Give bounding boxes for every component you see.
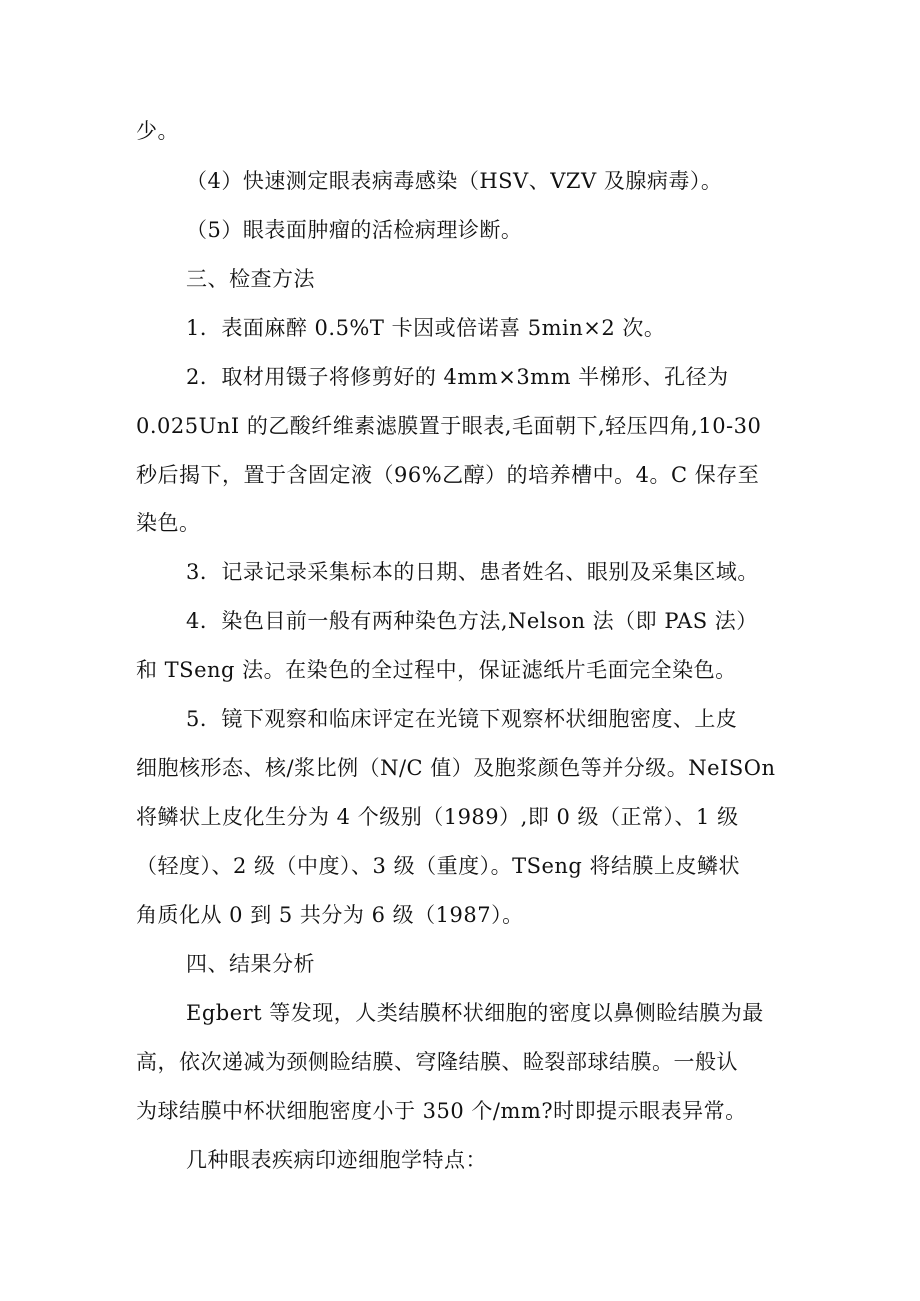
step-3: 3．记录记录采集标本的日期、患者姓名、眼别及采集区域。: [186, 560, 759, 584]
step-4: 4．染色目前一般有两种染色方法,Nelson 法（即 PAS 法）: [186, 609, 758, 633]
text-line: 少。: [136, 119, 179, 143]
text-line: 0.025UnI 的乙酸纤维素滤膜置于眼表,毛面朝下,轻压四角,10-30: [136, 414, 762, 438]
text-line: 角质化从 0 到 5 共分为 6 级（1987）。: [136, 903, 524, 927]
step-1: 1．表面麻醉 0.5%T 卡因或倍诺喜 5min×2 次。: [186, 316, 666, 340]
step-2: 2．取材用镊子将修剪好的 4mm×3mm 半梯形、孔径为: [186, 365, 729, 389]
section-heading-results: 四、结果分析: [186, 952, 315, 976]
list-item-5: （5）眼表面肿瘤的活检病理诊断。: [186, 218, 523, 242]
list-item-4: （4）快速测定眼表病毒感染（HSV、VZV 及腺病毒）。: [186, 169, 723, 193]
text-line: （轻度）、2 级（中度）、3 级（重度）。TSeng 将结膜上皮鳞状: [136, 854, 741, 878]
paragraph-start: Egbert 等发现，人类结膜杯状细胞的密度以鼻侧睑结膜为最: [186, 1001, 764, 1025]
text-line: 秒后揭下，置于含固定液（96%乙醇）的培养槽中。4。C 保存至: [136, 463, 760, 487]
text-line: 为球结膜中杯状细胞密度小于 350 个/mm?时即提示眼表异常。: [136, 1099, 747, 1123]
text-line: 和 TSeng 法。在染色的全过程中，保证滤纸片毛面完全染色。: [136, 658, 737, 682]
paragraph-start: 几种眼表疾病印迹细胞学特点：: [186, 1148, 487, 1172]
text-line: 细胞核形态、核/浆比例（N/C 值）及胞浆颜色等并分级。NeISOn: [136, 756, 776, 780]
section-heading-methods: 三、检查方法: [186, 267, 315, 291]
step-5: 5．镜下观察和临床评定在光镜下观察杯状细胞密度、上皮: [186, 707, 738, 731]
text-line: 将鳞状上皮化生分为 4 个级别（1989）,即 0 级（正常）、1 级: [136, 805, 739, 829]
text-line: 染色。: [136, 511, 201, 535]
text-line: 高，依次递减为颈侧睑结膜、穹隆结膜、睑裂部球结膜。一般认: [136, 1050, 738, 1074]
